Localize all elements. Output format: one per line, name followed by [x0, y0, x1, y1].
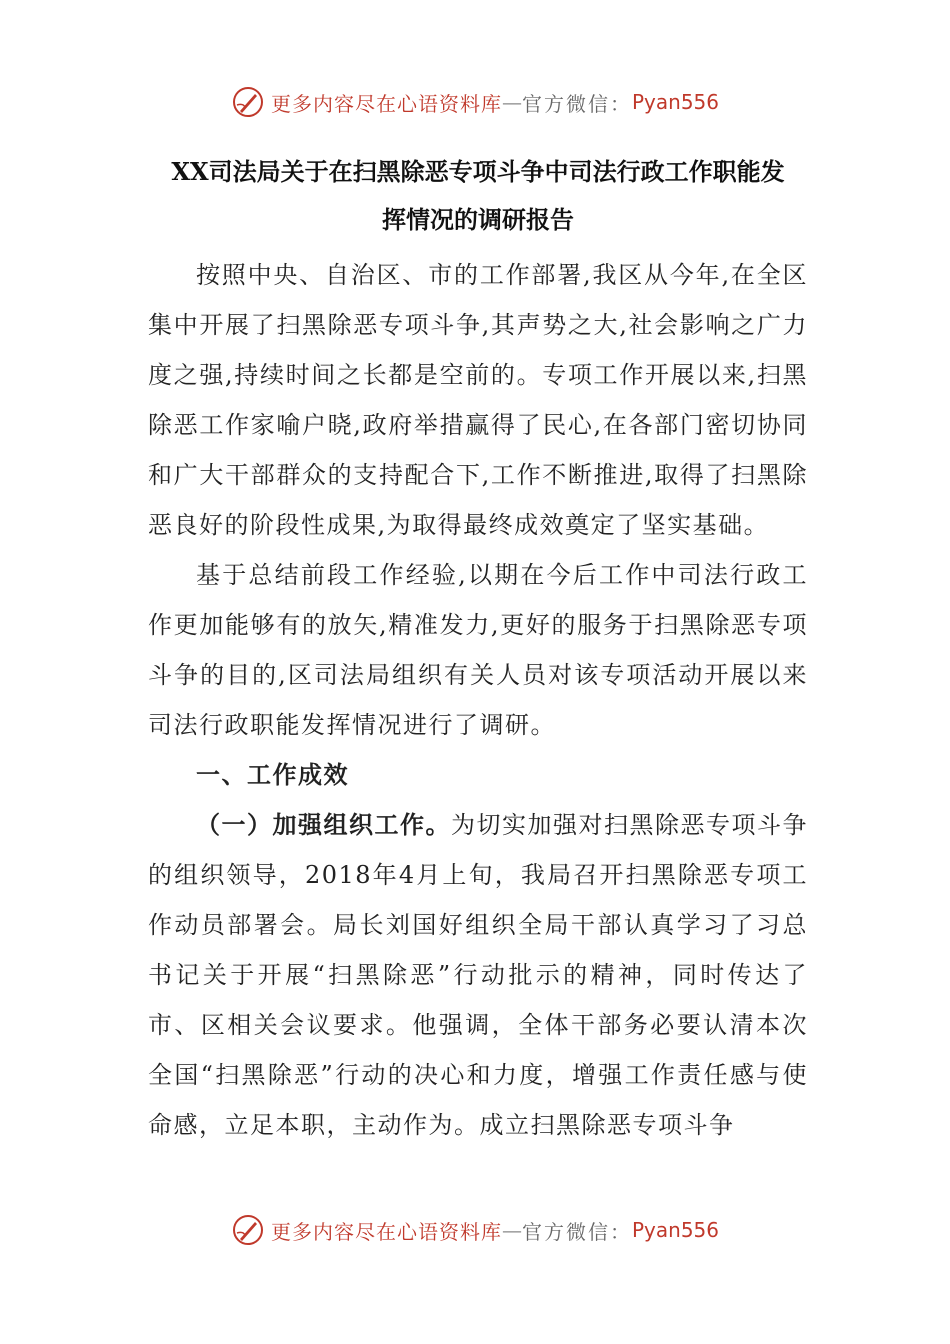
document-body [148, 250, 808, 1150]
document-title-line1: XX司法局关于在扫黑除恶专项斗争中司法行政工作职能发 [171, 157, 785, 186]
banner-wechat-label: 官方微信： [521, 91, 632, 116]
document-title-line2: 挥情况的调研报告 [382, 205, 574, 234]
section-heading-achievements: 一、工作成效 [196, 760, 349, 789]
banner-dash: — [501, 1218, 522, 1242]
header-banner [0, 82, 950, 122]
paragraph-intro: 按照中央、自治区、市的工作部署,我区从今年,在全区集中开展了扫黑除恶专项斗争,其声势之大,社会影响之广力度之强,持续时间之长都是空前的。专项工作开展以来,扫黑除恶工作家喻户晓,政府举措赢得了民心,在各部门密切协同和广大干部群众的支持配合下,工作不断推进,取得了扫黑除恶良好的阶段性成果,为取得最终成效奠定了坚实基础。 [148, 261, 808, 539]
banner-wechat-id: Pyan556 [631, 90, 719, 114]
footer-banner [0, 1210, 950, 1250]
paragraph-organization [148, 800, 808, 1150]
subsection-text: 为切实加强对扫黑除恶专项斗争的组织领导，2018年4月上旬，我局召开扫黑除恶专项工作动员部署会。局长刘国好组织全局干部认真学习了习总书记关于开展“扫黑除恶”行动批示的精神，同时传达了市、区相关会议要求。他强调，全体干部务必要认清本次全国“扫黑除恶”行动的决心和力度，增强工作责任感与使命感，立足本职，主动作为。成立扫黑除恶专项斗争 [148, 811, 808, 1139]
banner-title: 更多内容尽在心语资料库 [270, 91, 502, 116]
quill-logo-icon [231, 1213, 265, 1247]
subsection-lead: （一）加强组织工作。 [196, 810, 451, 839]
banner-wechat-id: Pyan556 [631, 1218, 719, 1242]
banner-dash: — [501, 90, 522, 114]
banner-wechat-label: 官方微信： [521, 1219, 632, 1244]
banner-title: 更多内容尽在心语资料库 [270, 1219, 502, 1244]
paragraph-purpose: 基于总结前段工作经验,以期在今后工作中司法行政工作更加能够有的放矢,精准发力,更好的服务于扫黑除恶专项斗争的目的,区司法局组织有关人员对该专项活动开展以来司法行政职能发挥情况进行了调研。 [148, 561, 808, 739]
quill-logo-icon [231, 85, 265, 119]
